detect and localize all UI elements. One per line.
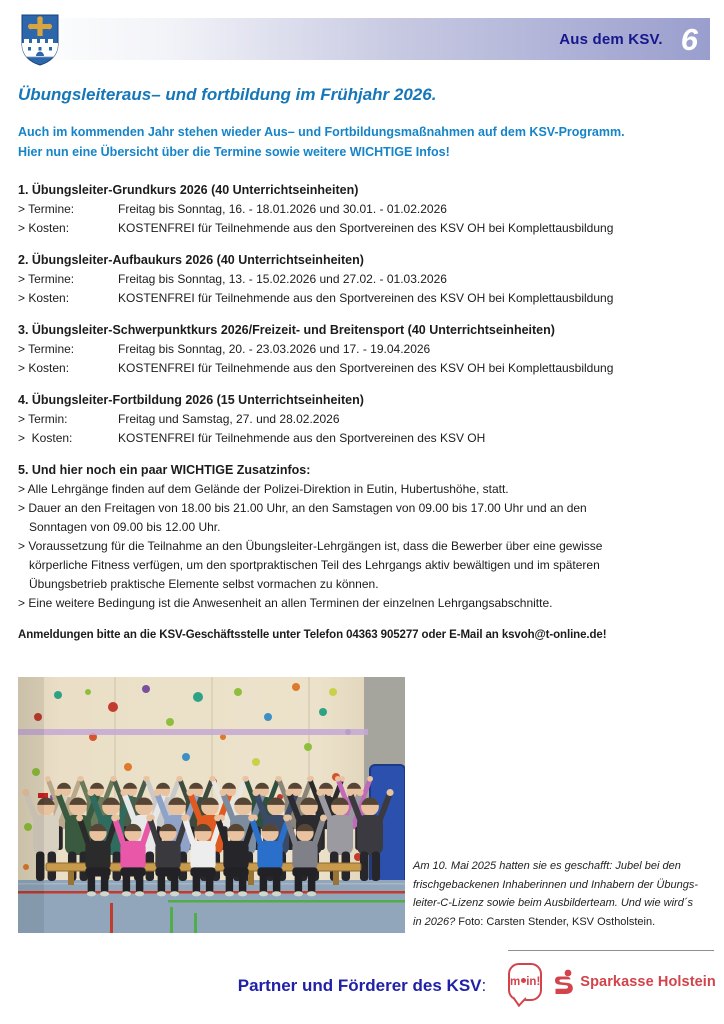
- course-row: [18, 429, 710, 448]
- sponsor-logos: [508, 950, 714, 1001]
- row-value: Freitag bis Sonntag, 20. - 23.03.2026 und 17. - 19.04.2026: [118, 342, 431, 356]
- row-label: > Kosten:: [18, 291, 70, 305]
- course-row: [18, 219, 710, 238]
- caption-line: Am 10. Mai 2025 hatten sie es geschafft: Jubel bei den: [413, 860, 681, 872]
- course-row: [18, 410, 710, 429]
- row-value: Freitag bis Sonntag, 16. - 18.01.2026 und 30.01. - 01.02.2026: [118, 202, 447, 216]
- course-title: 4. Übungsleiter-Fortbildung 2026 (15 Unterrichtseinheiten): [18, 393, 364, 407]
- article-intro: [18, 122, 710, 162]
- extra-info-title: 5. Und hier noch ein paar WICHTIGE Zusatzinfos:: [18, 463, 311, 477]
- article-title: Übungsleiteraus– und fortbildung im Frühjahr 2026.: [18, 85, 437, 104]
- registration-note: Anmeldungen bitte an die KSV-Geschäftsstelle unter Telefon 04363 905277 oder E-Mail an ksvoh@t-online.de!: [18, 629, 607, 641]
- bullet-line: > Alle Lehrgänge finden auf dem Gelände der Polizei-Direktion in Eutin, Hubertushöhe, statt.: [18, 482, 509, 496]
- caption-question: in 2026?: [413, 915, 456, 928]
- course-title: 3. Übungsleiter-Schwerpunktkurs 2026/Freizeit- und Breitensport (40 Unterrichtseinheiten): [18, 323, 555, 337]
- row-label: > Termine:: [18, 342, 75, 356]
- article-body: [18, 84, 710, 933]
- course-list: [18, 181, 710, 448]
- partner-colon: :: [481, 976, 487, 995]
- caption-line: frischgebackenen Inhaberinnen und Inhabern der Übungs-: [413, 878, 698, 891]
- photo-credit: Foto: Carsten Stender, KSV Ostholstein.: [458, 915, 656, 928]
- course-section-2: [18, 251, 710, 308]
- row-label: > Termin:: [18, 412, 68, 426]
- sparkasse-s-icon: [554, 969, 574, 995]
- moin-logo: [508, 963, 542, 1001]
- caption-line: leiter-C-Lizenz sowie beim Ausbilderteam. Und wie wird´s: [413, 897, 693, 909]
- extra-info-section: [18, 461, 710, 613]
- sparkasse-logo: [554, 969, 716, 995]
- ksv-crest-icon: [20, 14, 60, 66]
- course-row: [18, 200, 710, 219]
- group-photo: [18, 677, 405, 933]
- row-value: KOSTENFREI für Teilnehmende aus den Sportvereinen des KSV OH bei Komplettausbildung: [118, 361, 614, 375]
- photo-caption: [413, 857, 709, 931]
- bullet-line: körperliche Fitness verfügen, um den sportpraktischen Teil des Lehrgangs aktiv bewältigen und im späteren: [29, 558, 600, 572]
- partner-heading: [238, 976, 486, 996]
- section-badge: Aus dem KSV.: [559, 30, 663, 48]
- course-section-3: [18, 321, 710, 378]
- course-row: [18, 340, 710, 359]
- course-section-4: [18, 391, 710, 448]
- bullet-line: > Eine weitere Bedingung ist die Anwesenheit an allen Terminen der einzelnen Lehrgangsabschnitte.: [18, 596, 553, 610]
- moin-rest: in!: [526, 976, 541, 988]
- footer: [0, 946, 724, 1024]
- course-row: [18, 270, 710, 289]
- row-value: KOSTENFREI für Teilnehmende aus den Sportvereinen des KSV OH: [118, 431, 486, 445]
- row-label: > Termine:: [18, 202, 75, 216]
- intro-line: Hier nun eine Übersicht über die Termine sowie weitere WICHTIGE Infos!: [18, 145, 450, 159]
- course-section-1: [18, 181, 710, 238]
- course-row: [18, 289, 710, 308]
- row-value: Freitag und Samstag, 27. und 28.02.2026: [118, 412, 340, 426]
- bullet-line: Übungsbetrieb praktische Elemente selbst vormachen zu können.: [29, 577, 379, 591]
- course-row: [18, 359, 710, 378]
- row-label: > Kosten:: [18, 361, 70, 375]
- bullet-line: > Dauer an den Freitagen von 18.00 bis 21.00 Uhr, an den Samstagen von 09.00 bis 17.00 Uhr und an den: [18, 501, 587, 515]
- page-number: 6: [680, 21, 698, 57]
- row-label: > Kosten:: [18, 431, 73, 445]
- row-label: > Termine:: [18, 272, 75, 286]
- row-value: KOSTENFREI für Teilnehmende aus den Sportvereinen des KSV OH bei Komplettausbildung: [118, 221, 614, 235]
- header-bar: [18, 18, 710, 60]
- moin-m: m: [510, 976, 521, 988]
- moin-logo-text: [510, 976, 540, 988]
- bullet-line: > Voraussetzung für die Teilnahme an den Übungsleiter-Lehrgängen ist, dass die Bewerber über eine gewisse: [18, 539, 603, 553]
- row-value: KOSTENFREI für Teilnehmende aus den Sportvereinen des KSV OH bei Komplettausbildung: [118, 291, 614, 305]
- bullet-line: Sonntagen von 09.00 bis 12.00 Uhr.: [29, 520, 221, 534]
- row-label: > Kosten:: [18, 221, 70, 235]
- intro-line: Auch im kommenden Jahr stehen wieder Aus– und Fortbildungsmaßnahmen auf dem KSV-Programm.: [18, 125, 625, 139]
- partner-label: Partner und Förderer des KSV: [237, 976, 482, 995]
- media-row: [18, 677, 710, 933]
- course-title: 1. Übungsleiter-Grundkurs 2026 (40 Unterrichtseinheiten): [18, 183, 359, 197]
- sparkasse-label: Sparkasse Holstein: [580, 974, 716, 990]
- caption-line: [413, 913, 709, 932]
- course-title: 2. Übungsleiter-Aufbaukurs 2026 (40 Unterrichtseinheiten): [18, 253, 364, 267]
- row-value: Freitag bis Sonntag, 13. - 15.02.2026 und 27.02. - 01.03.2026: [118, 272, 447, 286]
- moin-dot-icon: [521, 978, 526, 983]
